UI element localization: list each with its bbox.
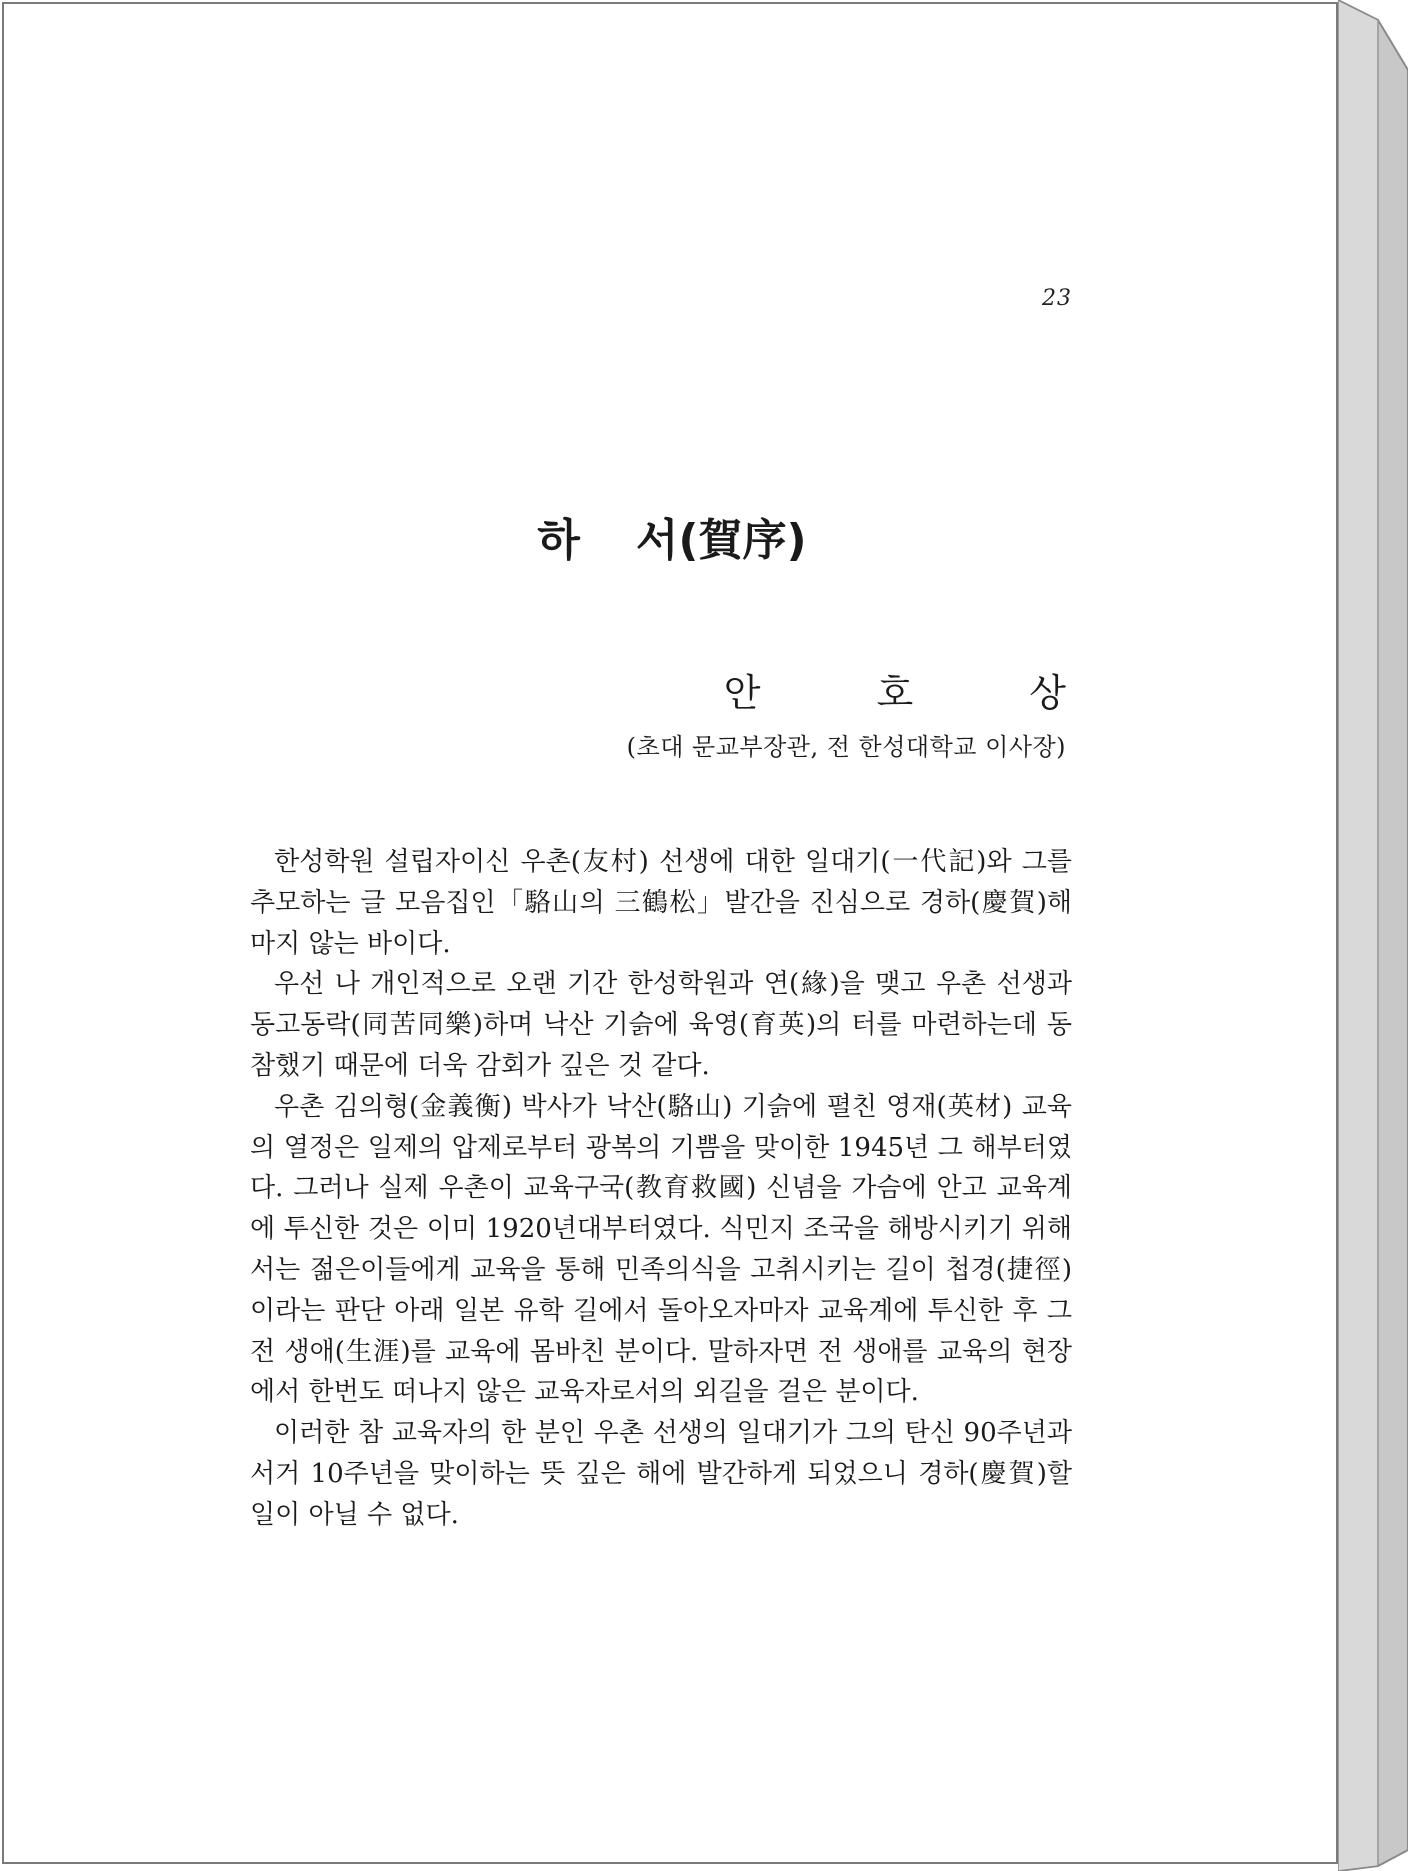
book-page-edges — [1338, 0, 1408, 1871]
paragraph: 우촌 김의형(金義衡) 박사가 낙산(駱山) 기슭에 펼친 영재(英材) 교육의 열정은 일제의 압제로부터 광복의 기쁨을 맞이한 1945년 그 해부터였다. 그러나 실제 우촌이 교육구국(教育救國) 신념을 가슴에 안고 교육계에 투신한 것은 이미 1920년대부터였다. 식민지 조국을 해방시키기 위해서는 젊은이들에게 교육을 통해 민족의식을 고취시키는 길이 첩경(捷徑)이라는 판단 아래 일본 유학 길에서 돌아오자마자 교육계에 투신한 후 그 전 생애(生涯)를 교육에 몸바친 분이다. 말하자면 전 생애를 교육의 현장에서 한번도 떠나지 않은 교육자로서의 외길을 걸은 분이다. — [250, 1091, 1072, 1408]
book-page — [2, 2, 1338, 1864]
title-part-2: 서(賀序) — [635, 515, 807, 566]
page-number: 23 — [1042, 286, 1072, 311]
author-block — [626, 669, 1118, 762]
paragraph: 한성학원 설립자이신 우촌(友村) 선생에 대한 일대기(一代記)와 그를 추모하는 글 모음집인「駱山의 三鶴松」발간을 진심으로 경하(慶賀)해 마지 않는 바이다. — [250, 847, 1072, 959]
author-role: (초대 문교부장관, 전 한성대학교 이사장) — [626, 733, 1066, 761]
author-name: 안 호 상 — [723, 671, 1118, 715]
paragraph: 우선 나 개인적으로 오랜 기간 한성학원과 연(緣)을 맺고 우촌 선생과 동고동락(同苦同樂)하며 낙산 기슭에 육영(育英)의 터를 마련하는데 동참했기 때문에 더욱 감회가 깊은 것 같다. — [250, 969, 1072, 1081]
title-part-1: 하 — [537, 515, 580, 566]
paragraph: 이러한 참 교육자의 한 분인 우촌 선생의 일대기가 그의 탄신 90주년과 서거 10주년을 맞이하는 뜻 깊은 해에 발간하게 되었으니 경하(慶賀)할 일이 아닐 수 없다. — [250, 1418, 1072, 1530]
page-title — [4, 504, 1340, 568]
body-text — [250, 842, 1072, 1536]
